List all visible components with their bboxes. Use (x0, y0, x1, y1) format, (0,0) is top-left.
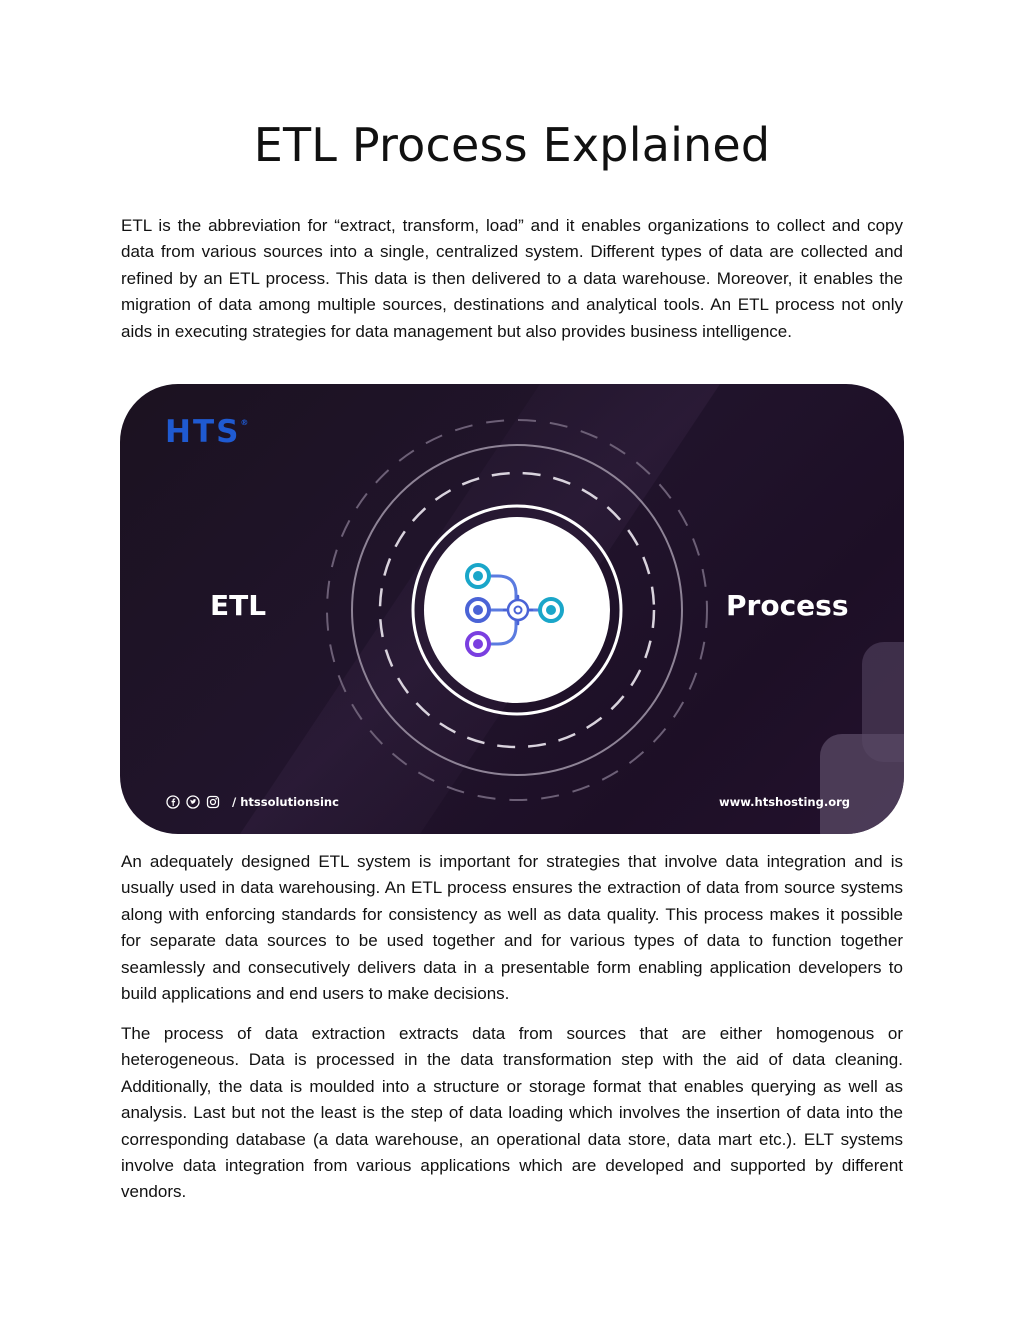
registered-mark: ® (240, 418, 249, 427)
intro-paragraph: ETL is the abbreviation for “extract, transform, load” and it enables organizations to collect and copy data from various sources into a single, centralized system. Different types of data are collected and refined by an ETL process. This data is then delivered to a data warehouse. Moreover, it enables the migration of data among multiple sources, destinations and analytical tools. An ETL process not only aids in executing strategies for data management but also provides business intelligence. (121, 216, 903, 341)
hts-logo-text: HTS (165, 414, 241, 450)
corner-shape-lower (820, 734, 904, 834)
social-links (166, 793, 339, 811)
instagram-icon (206, 795, 220, 809)
hts-logo (165, 414, 248, 450)
etl-label: ETL (210, 589, 267, 622)
document-title: ETL Process Explained (253, 118, 771, 172)
process-label: Process (726, 589, 849, 622)
twitter-icon (186, 795, 200, 809)
website-url: www.htshosting.org (719, 795, 850, 809)
etl-process-banner-image (120, 384, 904, 834)
facebook-icon (166, 795, 180, 809)
body-paragraph-extraction: The process of data extraction extracts data from sources that are either homogenous or heterogeneous. Data is processed in the data transformation step with the aid of data cleaning. Additionally, the data is moulded into a structure or storage format that enables querying as well as analysis. Last but not the least is the step of data loading which involves the insertion of data into the corresponding database (a data warehouse, an operational data store, data mart etc.). ELT systems involve data integration from various applications which are developed and supported by different vendors. (121, 1024, 903, 1202)
social-handle: / htssolutionsinc (232, 795, 339, 809)
body-paragraph-design: An adequately designed ETL system is important for strategies that involve data integration and is usually used in data warehousing. An ETL process ensures the extraction of data from source systems along with enforcing standards for consistency as well as data quality. This process makes it possible for separate data sources to be used together and for various types of data to function together seamlessly and consecutively delivers data in a presentable form enabling application developers to build applications and end users to make decisions. (121, 852, 903, 1004)
